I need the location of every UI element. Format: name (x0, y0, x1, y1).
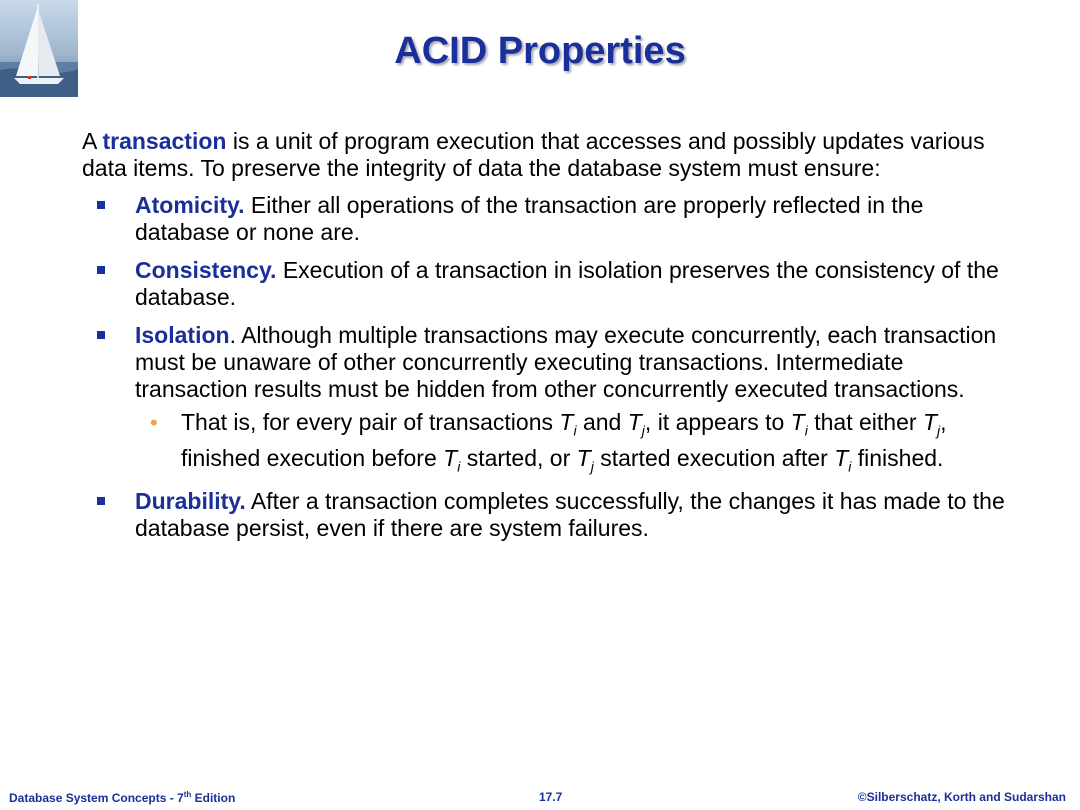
property-isolation: Isolation. Although multiple transactions may execute concurrently, each transaction must be unaware of other concurrently executing transactions. Intermediate transaction results must be hidden from other concurrently executed transactions. (82, 322, 1012, 403)
property-atomicity: Atomicity. Either all operations of the transaction are properly reflected in the database or none are. (82, 192, 1012, 246)
square-bullet-icon (97, 497, 105, 505)
isolation-sub-point: • That is, for every pair of transactions $T_i$ and $T_j$, it appears to $T_i$ that either $T_j$, finished execution before $T_i$ started, or $T_j$ started execution after $T_i$ finished. (150, 409, 947, 475)
footer-slide-number: 17.7 (539, 790, 563, 804)
dot-bullet-icon: • (150, 410, 158, 435)
square-bullet-icon (97, 266, 105, 274)
property-durability: Durability. After a transaction completes successfully, the changes it has made to the database persist, even if there are system failures. (82, 488, 1012, 542)
square-bullet-icon (97, 331, 105, 339)
square-bullet-icon (97, 201, 105, 209)
slide-title: ACID Properties (394, 30, 686, 72)
keyword-transaction: transaction (102, 128, 227, 154)
intro-paragraph: A transaction is a unit of program execution that accesses and possibly updates various data items. To preserve the integrity of data the database system must ensure: (82, 128, 985, 181)
slide-content (82, 128, 1012, 553)
footer-book-title: Database System Concepts - 7th Edition (9, 790, 236, 805)
property-consistency: Consistency. Execution of a transaction in isolation preserves the consistency of the database. (82, 257, 1012, 311)
slide-footer (0, 788, 1080, 810)
footer-copyright: ©Silberschatz, Korth and Sudarshan (857, 790, 1066, 804)
